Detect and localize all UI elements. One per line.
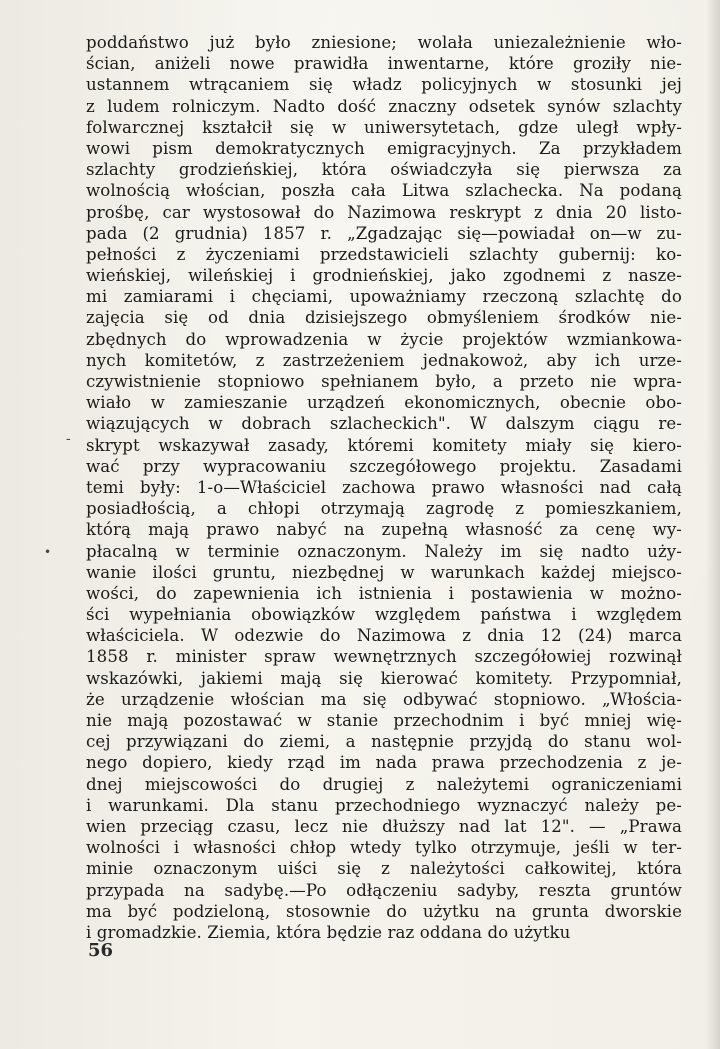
text-line: czywistnienie stopniowo spełnianem było, a przeto nie wpra- <box>86 372 682 391</box>
text-line: pełności z życzeniami przedstawicieli szlachty gubernij: ko- <box>86 244 682 264</box>
text-line: wiało w zamieszanie urządzeń ekonomicznych, obecnie obo- <box>86 393 682 413</box>
text-line: szlachty grodzieńskiej, która oświadczyła się pierwsza za <box>86 160 682 180</box>
text-line: wskazówki, jakiemi mają się kierować komitety. Przypomniał, <box>86 668 682 688</box>
text-line: wolności i własności chłop wtedy tylko otrzymuje, jeśli w ter- <box>86 838 682 858</box>
text-line: wać przy wypracowaniu szczegółowego projektu. Zasadami <box>86 456 682 476</box>
text-line: nych komitetów, z zastrzeżeniem jednakowoż, aby ich urze- <box>86 350 682 370</box>
text-line: wowi pism demokratycznych emigracyjnych. Za przykładem <box>86 138 682 158</box>
text-line: ści wypełniania obowiązków względem państwa i względem <box>86 605 682 625</box>
text-line: i warunkami. Dla stanu przechodniego wyznaczyć należy pe- <box>86 795 682 815</box>
text-line: przypada na sadybę.—Po odłączeniu sadyby, reszta gruntów <box>86 880 682 900</box>
text-line: poddaństwo już było zniesione; wolała uniezależnienie wło- <box>86 33 682 52</box>
text-line: i gromadzkie. Ziemia, która będzie raz oddana do użytku <box>86 922 571 942</box>
text-line: dnej miejscowości do drugiej z należytemi ograniczeniami <box>86 774 682 794</box>
margin-dot-mark: • <box>44 545 52 559</box>
text-line: nego dopiero, kiedy rząd im nada prawa przechodzenia z je- <box>86 753 682 773</box>
text-line: posiadłością, a chłopi otrzymają zagrodę z pomieszkaniem, <box>86 499 682 519</box>
text-line: skrypt wskazywał zasady, któremi komitety miały się kiero- <box>86 435 682 455</box>
text-line: ustannem wtrącaniem się władz policyjnych w stosunki jej <box>86 75 682 95</box>
text-line: właściciela. W odezwie do Nazimowa z dnia 12 (24) marca <box>86 626 682 646</box>
text-line: wieńskiej, wileńskiej i grodnieńskiej, jako zgodnemi z nasze- <box>86 266 682 286</box>
text-line: wanie ilości gruntu, niezbędnej w warunkach każdej miejsco- <box>86 562 682 582</box>
body-text <box>86 32 682 943</box>
text-line: cej przywiązani do ziemi, a następnie przyjdą do stanu wol- <box>86 732 682 752</box>
text-line: folwarcznej kształcił się w uniwersytetach, gdze uległ wpły- <box>86 117 682 137</box>
text-line: wien przeciąg czasu, lecz nie dłuższy nad lat 12". — „Prawa <box>86 816 682 836</box>
text-line: pada (2 grudnia) 1857 r. „Zgadzając się—powiadał on—w zu- <box>86 223 682 243</box>
text-line: ścian, aniżeli nowe prawidła inwentarne, które groziły nie- <box>86 54 682 74</box>
text-line: że urządzenie włościan ma się odbywać stopniowo. „Włościa- <box>86 689 682 709</box>
text-line: nie mają pozostawać w stanie przechodnim i być mniej wię- <box>86 711 682 730</box>
text-line: zbędnych do wprowadzenia w życie projektów wzmiankowa- <box>86 329 682 349</box>
page-number: 56 <box>88 940 114 961</box>
text-line: ma być podzieloną, stosownie do użytku na grunta dworskie <box>86 901 682 921</box>
margin-dash-mark: - <box>66 431 71 447</box>
text-line: wości, do zapewnienia ich istnienia i postawienia w możno- <box>86 583 682 603</box>
text-line: wiązujących w dobrach szlacheckich". W dalszym ciągu re- <box>86 414 682 434</box>
text-line: mi zamiarami i chęciami, upoważniamy rzeczoną szlachtę do <box>86 287 682 307</box>
text-line: 1858 r. minister spraw wewnętrznych szczegółowiej rozwinął <box>86 647 682 667</box>
page-gutter-shadow <box>706 0 720 1049</box>
text-line: płacalną w terminie oznaczonym. Należy im się nadto uży- <box>86 541 682 561</box>
text-line: temi były: 1-o—Właściciel zachowa prawo własności nad całą <box>86 477 682 497</box>
text-line: minie oznaczonym uiści się z należytości całkowitej, która <box>86 859 682 879</box>
text-line: którą mają prawo nabyć na zupełną własność za cenę wy- <box>86 520 682 540</box>
text-line: wolnością włościan, poszła cała Litwa szlachecka. Na podaną <box>86 181 682 201</box>
text-line: z ludem rolniczym. Nadto dość znaczny odsetek synów szlachty <box>86 96 682 116</box>
text-line: prośbę, car wystosował do Nazimowa reskrypt z dnia 20 listo- <box>86 202 682 222</box>
text-line: zajęcia się od dnia dzisiejszego obmyśleniem środków nie- <box>86 308 682 328</box>
